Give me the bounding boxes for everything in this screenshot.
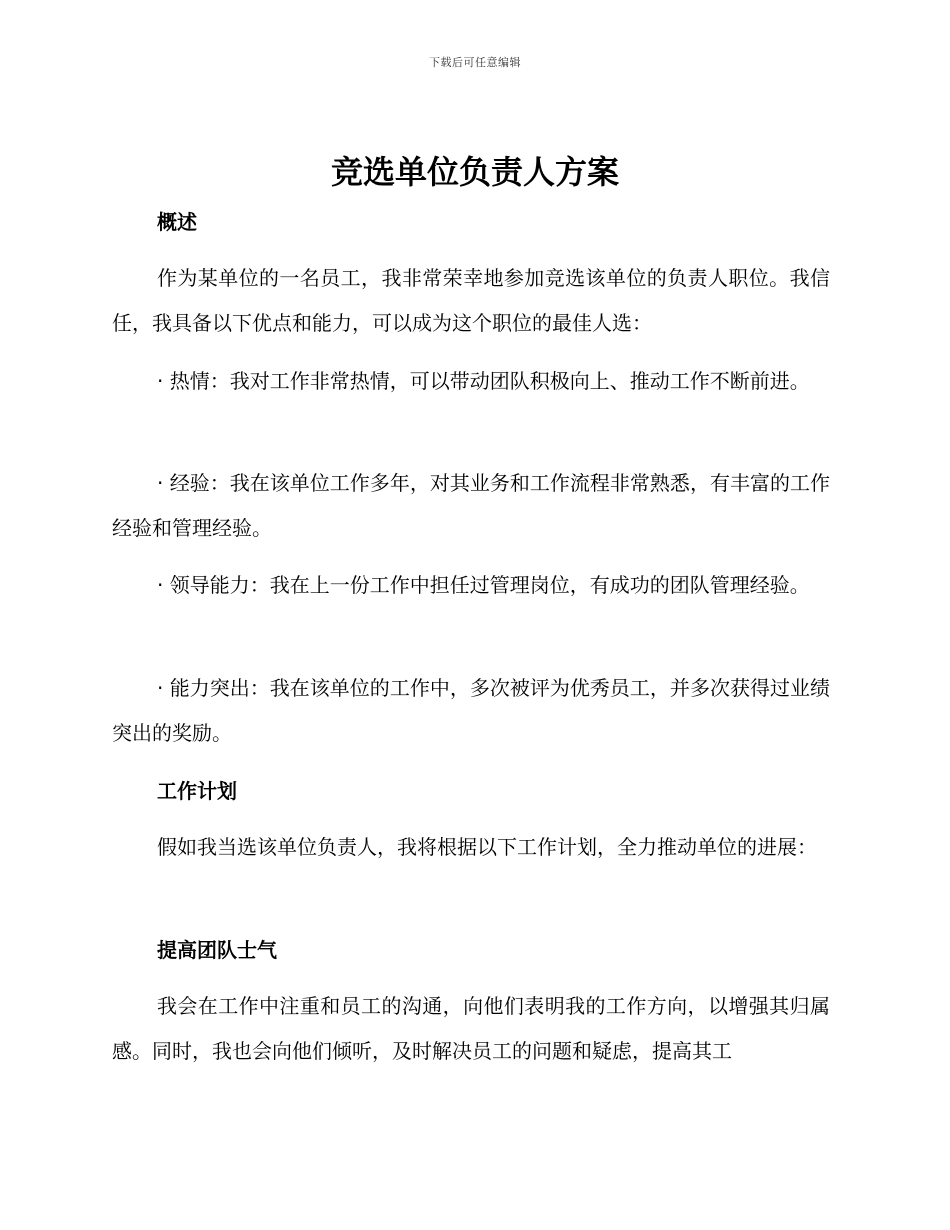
overview-intro-paragraph: 作为某单位的一名员工，我非常荣幸地参加竞选该单位的负责人职位。我信任，我具备以下优点和能力，可以成为这个职位的最佳人选： <box>112 266 830 335</box>
document-title: 竞选单位负责人方案 <box>330 153 619 191</box>
bullet-outstanding-ability: · 能力突出：我在该单位的工作中，多次被评为优秀员工，并多次获得过业绩突出的奖励。 <box>112 676 830 745</box>
section-heading-morale: 提高团队士气 <box>157 938 277 962</box>
bullet-enthusiasm: · 热情：我对工作非常热情，可以带动团队积极向上、推动工作不断前进。 <box>157 369 810 393</box>
bullet-experience: · 经验：我在该单位工作多年，对其业务和工作流程非常熟悉，有丰富的工作经验和管理经验。 <box>112 471 830 540</box>
work-plan-intro-paragraph: 假如我当选该单位负责人，我将根据以下工作计划，全力推动单位的进展： <box>157 835 817 859</box>
morale-paragraph: 我会在工作中注重和员工的沟通，向他们表明我的工作方向，以增强其归属感。同时，我也会向他们倾听，及时解决员工的问题和疑虑，提高其工 <box>112 994 830 1063</box>
bullet-leadership: · 领导能力：我在上一份工作中担任过管理岗位，有成功的团队管理经验。 <box>157 573 810 597</box>
header-note: 下载后可任意编辑 <box>429 56 521 69</box>
section-heading-overview: 概述 <box>157 210 197 234</box>
section-heading-work-plan: 工作计划 <box>157 779 237 803</box>
